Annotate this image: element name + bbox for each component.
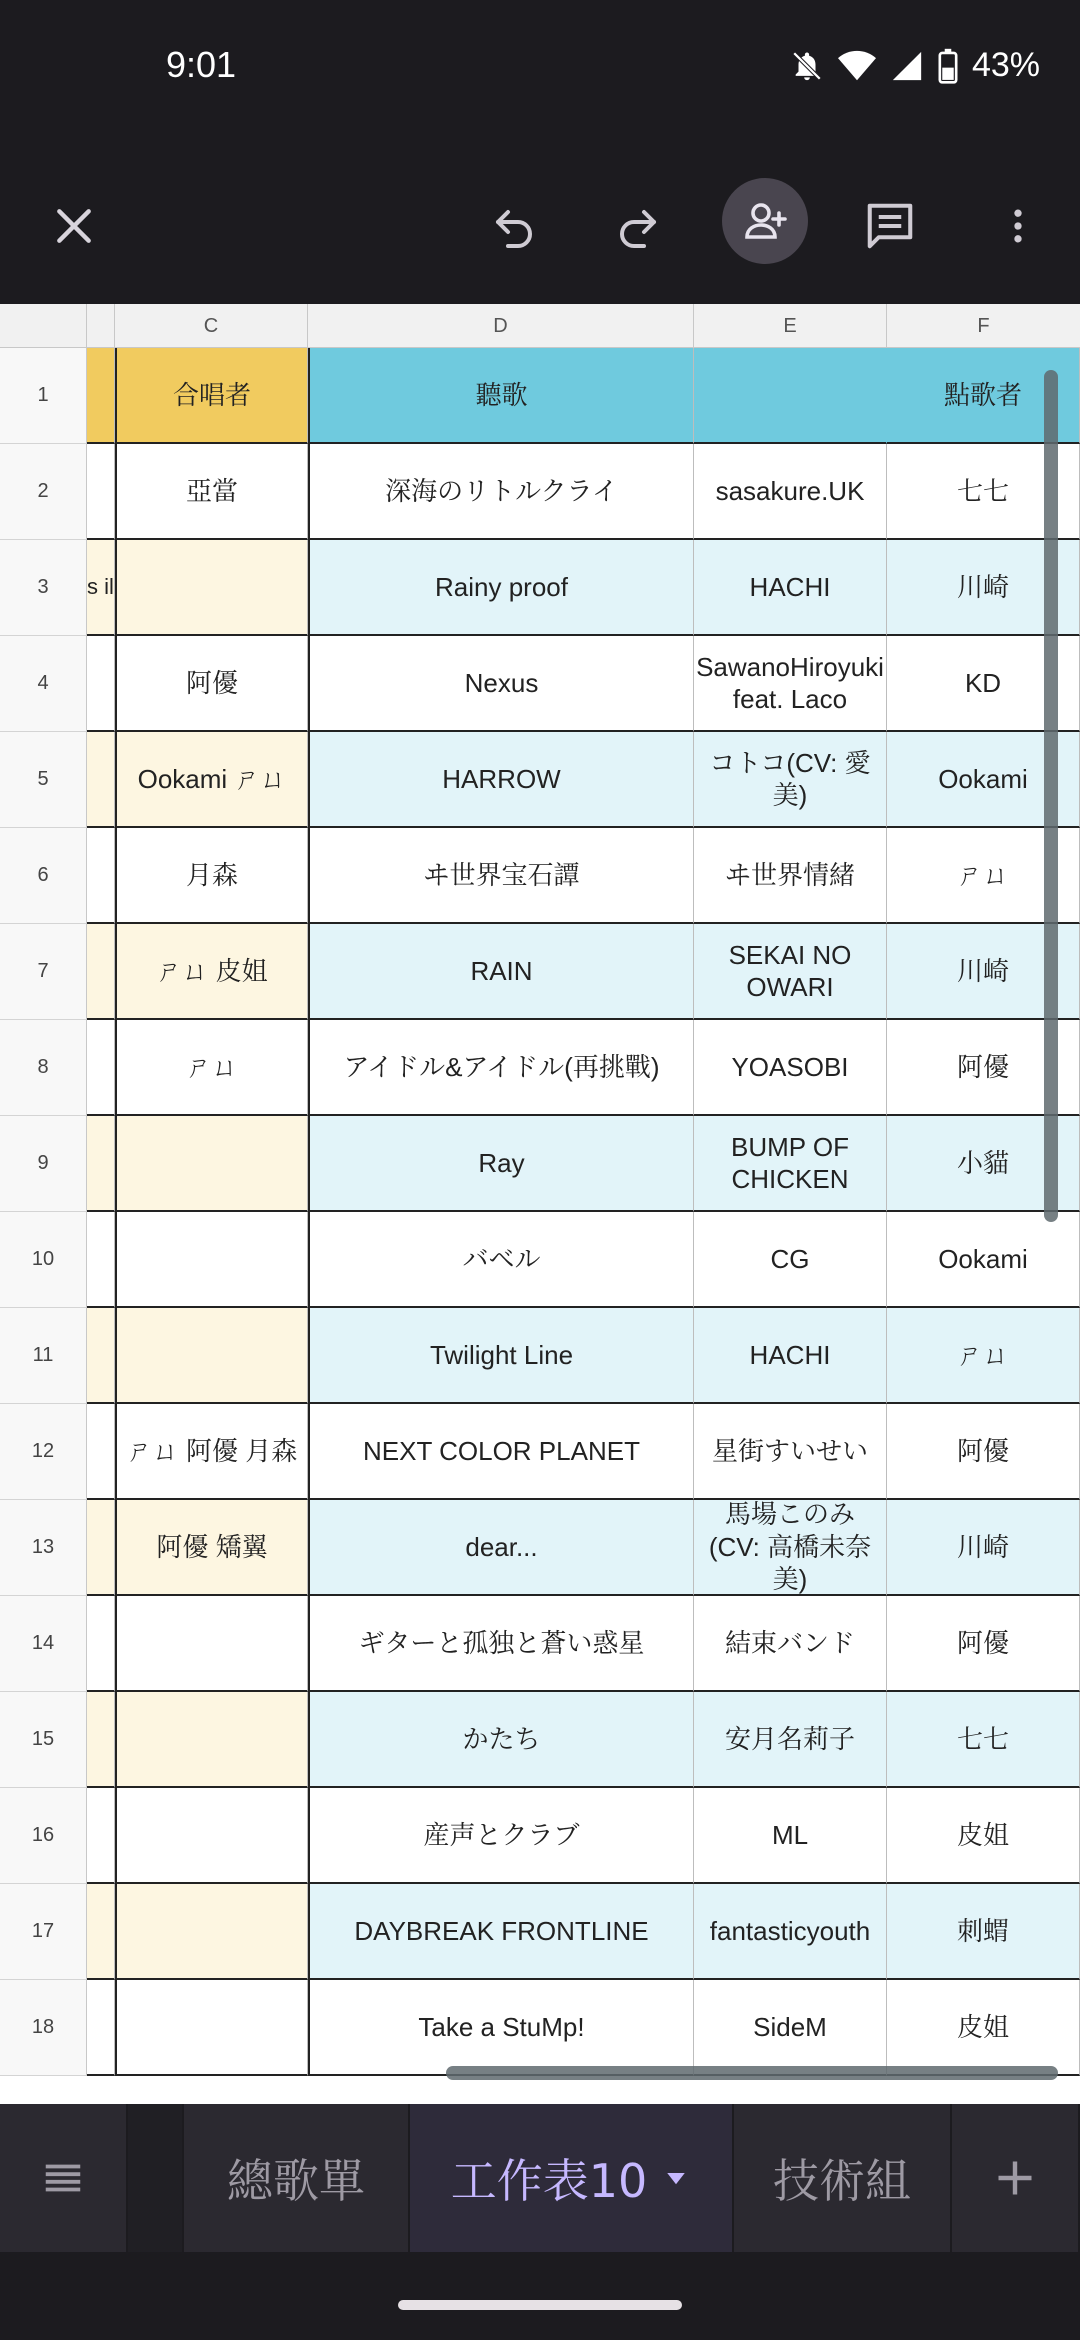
cell-d[interactable]: NEXT COLOR PLANET — [308, 1404, 694, 1500]
all-sheets-button[interactable] — [0, 2104, 128, 2252]
cell-e[interactable] — [694, 348, 887, 444]
cell-e[interactable]: YOASOBI — [694, 1020, 887, 1116]
cell-c[interactable]: 合唱者 — [115, 348, 308, 444]
sheet-tab-previous[interactable] — [128, 2104, 184, 2252]
sheet-tab-tech[interactable] — [734, 2104, 952, 2252]
toolbar — [0, 140, 1080, 304]
table-row — [0, 540, 1080, 636]
cell-d[interactable]: 深海のリトルクライ — [308, 444, 694, 540]
cell-f[interactable]: 阿優 — [887, 1596, 1080, 1692]
cell-b[interactable] — [87, 1500, 115, 1596]
plus-icon — [993, 2156, 1037, 2200]
cell-f[interactable]: 皮姐 — [887, 1980, 1080, 2076]
cell-e[interactable]: sasakure.UK — [694, 444, 887, 540]
comment-icon — [863, 199, 917, 253]
cell-c[interactable]: 月森 — [115, 828, 308, 924]
column-headers — [0, 304, 1080, 348]
cell-b[interactable] — [87, 1404, 115, 1500]
cell-d[interactable]: バベル — [308, 1212, 694, 1308]
add-sheet-button[interactable] — [952, 2104, 1080, 2252]
cell-f[interactable]: ㄕㄩ — [887, 1308, 1080, 1404]
column-header-e[interactable]: E — [694, 304, 887, 348]
table-row — [0, 636, 1080, 732]
cell-f[interactable]: 七七 — [887, 444, 1080, 540]
table-row — [0, 1500, 1080, 1596]
table-row — [0, 1884, 1080, 1980]
row-number[interactable]: 4 — [0, 636, 87, 732]
cell-f[interactable]: 阿優 — [887, 1020, 1080, 1116]
row-number[interactable]: 2 — [0, 444, 87, 540]
cell-b[interactable] — [87, 1212, 115, 1308]
cell-f[interactable]: 小貓 — [887, 1116, 1080, 1212]
cell-b[interactable] — [87, 444, 115, 540]
sheet-tab-tech-label: 技術組 — [773, 2154, 911, 2208]
row-number[interactable]: 15 — [0, 1692, 87, 1788]
bell-off-icon — [790, 49, 824, 83]
row-number[interactable]: 18 — [0, 1980, 87, 2076]
cell-d[interactable]: dear... — [308, 1500, 694, 1596]
cell-e[interactable]: SEKAI NO OWARI — [694, 924, 887, 1020]
cell-e[interactable]: HACHI — [694, 1308, 887, 1404]
cell-c[interactable]: ㄕㄩ — [115, 1020, 308, 1116]
cell-b[interactable] — [87, 732, 115, 828]
cell-d[interactable]: Ray — [308, 1116, 694, 1212]
signal-icon — [890, 49, 924, 83]
row-number[interactable]: 14 — [0, 1596, 87, 1692]
table-row — [0, 1020, 1080, 1116]
row-number[interactable]: 10 — [0, 1212, 87, 1308]
cell-b[interactable] — [87, 1980, 115, 2076]
cell-d[interactable]: アイドル&アイドル(再挑戰) — [308, 1020, 694, 1116]
row-number[interactable]: 12 — [0, 1404, 87, 1500]
wifi-icon — [838, 49, 876, 83]
cell-c[interactable] — [115, 1308, 308, 1404]
cell-b[interactable] — [87, 1020, 115, 1116]
spreadsheet-grid[interactable] — [0, 304, 1080, 2104]
more-options-button[interactable] — [978, 186, 1058, 266]
row-number[interactable]: 11 — [0, 1308, 87, 1404]
cell-f[interactable]: 川崎 — [887, 1500, 1080, 1596]
cell-e[interactable]: コトコ(CV: 愛美) — [694, 732, 887, 828]
status-bar — [0, 0, 1080, 140]
cell-d[interactable]: Twilight Line — [308, 1308, 694, 1404]
cell-c[interactable] — [115, 1116, 308, 1212]
cell-e[interactable]: 安月名莉子 — [694, 1692, 887, 1788]
cell-c[interactable]: 阿優 矯翼 — [115, 1500, 308, 1596]
row-number[interactable]: 17 — [0, 1884, 87, 1980]
cell-f[interactable]: Ookami — [887, 732, 1080, 828]
more-vert-icon — [996, 204, 1040, 248]
cell-d[interactable]: かたち — [308, 1692, 694, 1788]
sheet-tabs-bar — [0, 2104, 1080, 2252]
cell-c[interactable] — [115, 1596, 308, 1692]
battery-percent: 43% — [971, 46, 1040, 84]
row-number[interactable]: 13 — [0, 1500, 87, 1596]
cell-e[interactable]: 星街すいせい — [694, 1404, 887, 1500]
cell-d[interactable]: Nexus — [308, 636, 694, 732]
cell-c[interactable]: ㄕㄩ 阿優 月森 — [115, 1404, 308, 1500]
column-header-c[interactable]: C — [115, 304, 308, 348]
table-row — [0, 1404, 1080, 1500]
cell-b[interactable] — [87, 1116, 115, 1212]
cell-e[interactable]: CG — [694, 1212, 887, 1308]
cell-e[interactable]: SideM — [694, 1980, 887, 2076]
table-row — [0, 1116, 1080, 1212]
cell-d[interactable]: Rainy proof — [308, 540, 694, 636]
cell-d[interactable]: HARROW — [308, 732, 694, 828]
cell-e[interactable]: fantasticyouth — [694, 1884, 887, 1980]
cell-d[interactable]: DAYBREAK FRONTLINE — [308, 1884, 694, 1980]
cell-b[interactable] — [87, 348, 115, 444]
row-number[interactable]: 3 — [0, 540, 87, 636]
cell-c[interactable] — [115, 1788, 308, 1884]
cell-c[interactable]: 阿優 — [115, 636, 308, 732]
table-row — [0, 1596, 1080, 1692]
battery-icon — [938, 48, 958, 84]
cell-c[interactable] — [115, 1884, 308, 1980]
navigation-bar — [0, 2252, 1080, 2340]
cell-e[interactable]: SawanoHiroyuki feat. Laco — [694, 636, 887, 732]
vertical-scrollbar[interactable] — [1044, 370, 1058, 1222]
table-row — [0, 924, 1080, 1020]
cell-e[interactable]: HACHI — [694, 540, 887, 636]
cell-c[interactable]: Ookami ㄕㄩ — [115, 732, 308, 828]
dropdown-icon — [661, 2163, 691, 2193]
menu-icon — [40, 2155, 86, 2201]
cell-f[interactable]: 刺蝟 — [887, 1884, 1080, 1980]
cell-d[interactable]: RAIN — [308, 924, 694, 1020]
cell-c[interactable] — [115, 1692, 308, 1788]
column-header-b[interactable] — [87, 304, 115, 348]
cell-b[interactable] — [87, 1596, 115, 1692]
share-button[interactable] — [722, 178, 808, 264]
row-number[interactable]: 9 — [0, 1116, 87, 1212]
cell-b[interactable] — [87, 1884, 115, 1980]
table-row — [0, 1788, 1080, 1884]
corner-cell[interactable] — [0, 304, 87, 348]
cell-b[interactable] — [87, 924, 115, 1020]
cell-c[interactable]: 亞當 — [115, 444, 308, 540]
row-number[interactable]: 8 — [0, 1020, 87, 1116]
cell-d[interactable]: ヰ世界宝石譚 — [308, 828, 694, 924]
horizontal-scrollbar[interactable] — [446, 2066, 1058, 2080]
cell-d[interactable]: Take a StuMp! — [308, 1980, 694, 2076]
redo-icon — [614, 202, 662, 250]
sheet-tab-main-label: 總歌單 — [227, 2154, 365, 2208]
cell-b[interactable] — [87, 1788, 115, 1884]
table-row — [0, 1692, 1080, 1788]
home-gesture-pill[interactable] — [398, 2300, 682, 2310]
cell-f[interactable]: 皮姐 — [887, 1788, 1080, 1884]
row-number[interactable]: 16 — [0, 1788, 87, 1884]
add-person-icon — [741, 197, 789, 245]
cell-e[interactable]: ヰ世界情緒 — [694, 828, 887, 924]
close-button[interactable] — [34, 186, 114, 266]
comments-button[interactable] — [850, 186, 930, 266]
sheet-tab-current[interactable] — [410, 2104, 734, 2252]
redo-button[interactable] — [598, 186, 678, 266]
table-row — [0, 1308, 1080, 1404]
cell-e[interactable]: ML — [694, 1788, 887, 1884]
table-row — [0, 348, 1080, 444]
cell-f[interactable]: 點歌者 — [887, 348, 1080, 444]
undo-icon — [490, 202, 538, 250]
cell-b[interactable] — [87, 1692, 115, 1788]
cell-f[interactable]: 川崎 — [887, 540, 1080, 636]
table-row — [0, 828, 1080, 924]
sheet-tab-current-label: 工作表10 — [450, 2154, 648, 2208]
row-number[interactable]: 7 — [0, 924, 87, 1020]
cell-d[interactable]: 聽歌 — [308, 348, 694, 444]
cell-c[interactable]: ㄕㄩ 皮姐 — [115, 924, 308, 1020]
column-header-f[interactable]: F — [977, 314, 990, 337]
cell-b[interactable] — [87, 828, 115, 924]
cell-f[interactable]: KD — [887, 636, 1080, 732]
cell-f[interactable]: 阿優 — [887, 1404, 1080, 1500]
table-row — [0, 1980, 1080, 2076]
row-number[interactable]: 5 — [0, 732, 87, 828]
cell-f[interactable]: Ookami — [887, 1212, 1080, 1308]
column-header-d[interactable]: D — [308, 304, 694, 348]
cell-f[interactable]: 川崎 — [887, 924, 1080, 1020]
row-number[interactable]: 1 — [0, 348, 87, 444]
cell-b[interactable]: s il — [87, 540, 115, 636]
cell-f[interactable]: 七七 — [887, 1692, 1080, 1788]
cell-c[interactable] — [115, 540, 308, 636]
cell-e[interactable]: 馬場このみ(CV: 高橋未奈美) — [694, 1500, 887, 1596]
table-row — [0, 732, 1080, 828]
table-row — [0, 444, 1080, 540]
close-icon — [52, 204, 96, 248]
table-row — [0, 1212, 1080, 1308]
status-time: 9:01 — [166, 44, 237, 85]
row-number[interactable]: 6 — [0, 828, 87, 924]
cell-c[interactable] — [115, 1212, 308, 1308]
cell-d[interactable]: 産声とクラブ — [308, 1788, 694, 1884]
cell-b[interactable] — [87, 636, 115, 732]
cell-f[interactable]: ㄕㄩ — [887, 828, 1080, 924]
sheet-tab-main[interactable] — [184, 2104, 410, 2252]
cell-c[interactable] — [115, 1980, 308, 2076]
cell-e[interactable]: 結束バンド — [694, 1596, 887, 1692]
status-icons — [790, 46, 1040, 85]
cell-e[interactable]: BUMP OF CHICKEN — [694, 1116, 887, 1212]
cell-d[interactable]: ギターと孤独と蒼い惑星 — [308, 1596, 694, 1692]
cell-b[interactable] — [87, 1308, 115, 1404]
undo-button[interactable] — [474, 186, 554, 266]
